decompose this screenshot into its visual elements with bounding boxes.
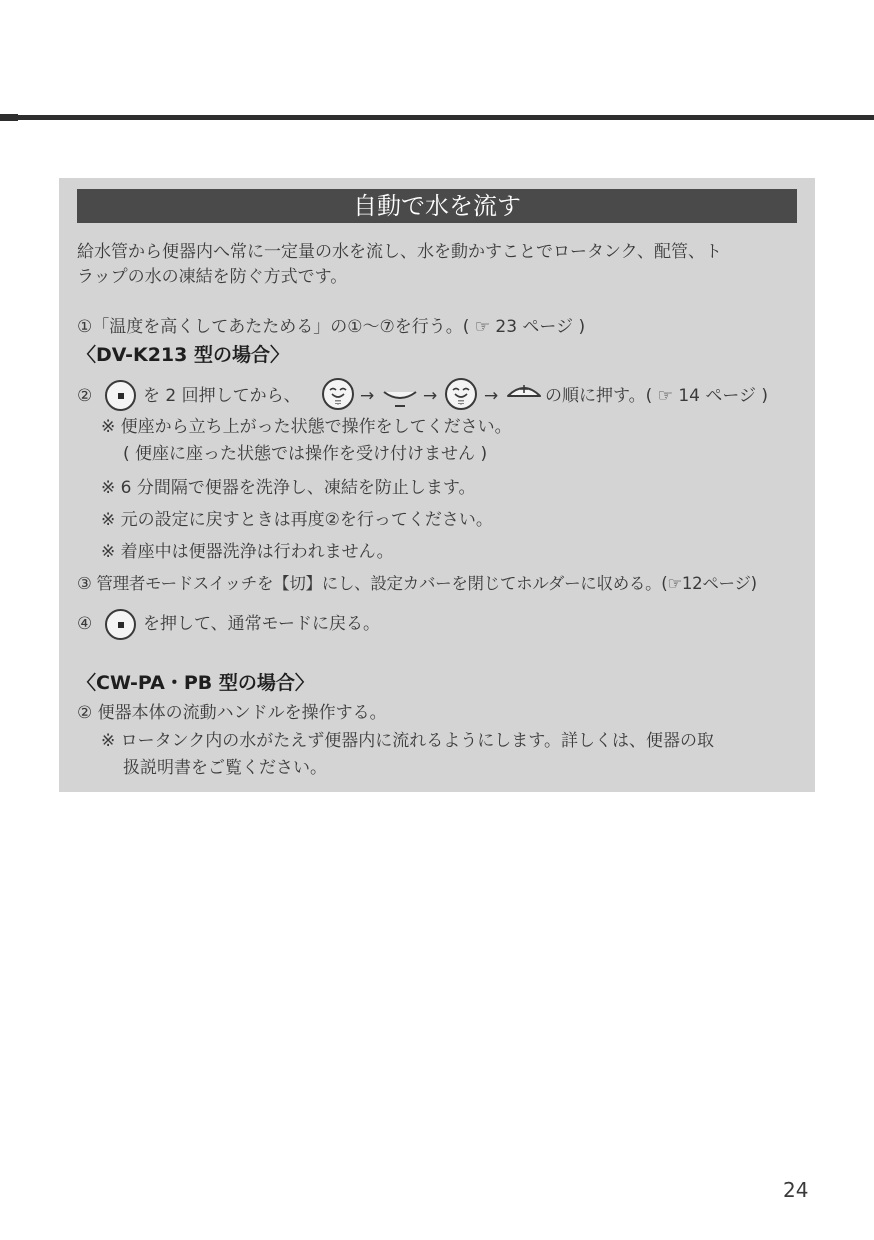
stop-button-icon — [105, 380, 136, 411]
dv-step2-text-a: を 2 回押してから、 — [143, 386, 301, 406]
dv-step4-number: ④ — [77, 614, 93, 634]
plus-button-icon — [506, 378, 542, 398]
arrow-1: → — [360, 386, 375, 406]
note-1-sub: ( 便座に座った状態では操作を受け付けません ) — [123, 444, 488, 464]
cw-heading: 〈CW-PA・PB 型の場合〉 — [77, 672, 314, 694]
note-4: ※ 着座中は便器洗浄は行われません。 — [101, 542, 394, 562]
cw-note-line-1: ※ ロータンク内の水がたえず便器内に流れるようにします。詳しくは、便器の取 — [101, 731, 714, 751]
washlet-face-icon — [444, 377, 478, 411]
intro-line-1: 給水管から便器内へ常に一定量の水を流し、水を動かすことでロータンク、配管、ト — [77, 242, 722, 262]
header-rule — [0, 115, 874, 120]
page-number: 24 — [783, 1178, 809, 1202]
stop-button-icon — [105, 609, 136, 640]
note-3: ※ 元の設定に戻すときは再度②を行ってください。 — [101, 510, 493, 530]
note-1: ※ 便座から立ち上がった状態で操作をしてください。 — [101, 417, 512, 437]
dv-step2-text-b: の順に押す。( ☞ 14 ページ ) — [545, 386, 769, 406]
dv-step2-number: ② — [77, 386, 93, 406]
dv-heading: 〈DV-K213 型の場合〉 — [77, 344, 289, 366]
arrow-3: → — [484, 386, 499, 406]
cw-step2: ② 便器本体の流動ハンドルを操作する。 — [77, 703, 387, 723]
washlet-face-icon — [321, 377, 355, 411]
cw-note-line-2: 扱説明書をご覧ください。 — [123, 758, 327, 778]
arrow-2: → — [423, 386, 438, 406]
section-title: 自動で水を流す — [77, 189, 797, 223]
dv-step4-text: を押して、通常モードに戻る。 — [143, 614, 380, 634]
intro-line-2: ラップの水の凍結を防ぐ方式です。 — [77, 267, 348, 287]
note-2: ※ 6 分間隔で便器を洗浄し、凍結を防止します。 — [101, 478, 476, 498]
dv-step3: ③ 管理者モードスイッチを【切】にし、設定カバーを閉じてホルダーに収める。(☞12ページ) — [77, 574, 757, 593]
step-1: ①「温度を高くしてあたためる」の①～⑦を行う。( ☞ 23 ページ ) — [77, 317, 586, 337]
minus-button-icon — [382, 388, 418, 412]
